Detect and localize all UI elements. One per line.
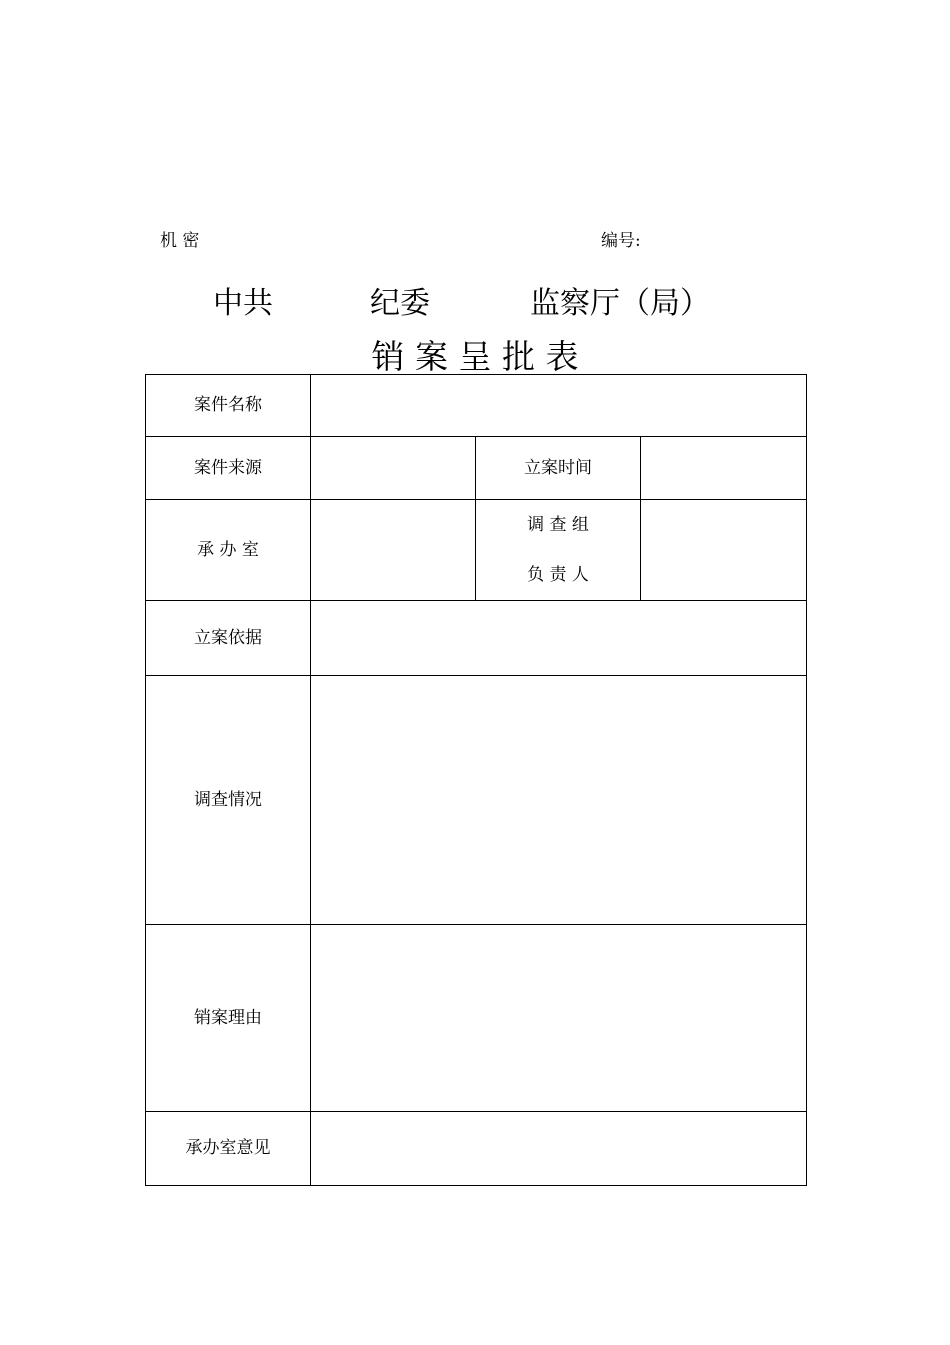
filing-time-field[interactable] xyxy=(641,437,807,500)
filing-time-label: 立案时间 xyxy=(476,437,641,500)
team-leader-field[interactable] xyxy=(641,500,807,601)
filing-basis-field[interactable] xyxy=(311,601,807,676)
row-case-source xyxy=(146,437,807,500)
title-commission: 纪委 xyxy=(370,286,430,321)
investigation-field[interactable] xyxy=(311,676,807,925)
team-leader-label xyxy=(476,500,641,601)
form-title: 销 案 呈 批 表 xyxy=(371,337,579,376)
cancel-reason-label: 销案理由 xyxy=(146,925,311,1112)
case-name-field[interactable] xyxy=(311,375,807,437)
case-name-label: 案件名称 xyxy=(146,375,311,437)
office-opinion-field[interactable] xyxy=(311,1112,807,1186)
investigation-label: 调查情况 xyxy=(146,676,311,925)
filing-basis-label: 立案依据 xyxy=(146,601,311,676)
row-case-name xyxy=(146,375,807,437)
office-opinion-label: 承办室意见 xyxy=(146,1112,311,1186)
row-investigation xyxy=(146,676,807,925)
row-filing-basis xyxy=(146,601,807,676)
row-office-opinion xyxy=(146,1112,807,1186)
secret-label: 机 密 xyxy=(160,231,200,251)
cancel-reason-field[interactable] xyxy=(311,925,807,1112)
office-label: 承 办 室 xyxy=(146,500,311,601)
case-cancellation-form xyxy=(145,374,807,1186)
number-label: 编号: xyxy=(601,231,641,251)
row-office xyxy=(146,500,807,601)
team-leader-label-line1: 调 查 组 xyxy=(527,515,589,535)
office-field[interactable] xyxy=(311,500,476,601)
case-source-field[interactable] xyxy=(311,437,476,500)
row-cancel-reason xyxy=(146,925,807,1112)
title-supervision: 监察厅（局） xyxy=(530,286,710,321)
case-source-label: 案件来源 xyxy=(146,437,311,500)
team-leader-label-line2: 负 责 人 xyxy=(527,565,589,585)
title-party: 中共 xyxy=(213,286,273,321)
